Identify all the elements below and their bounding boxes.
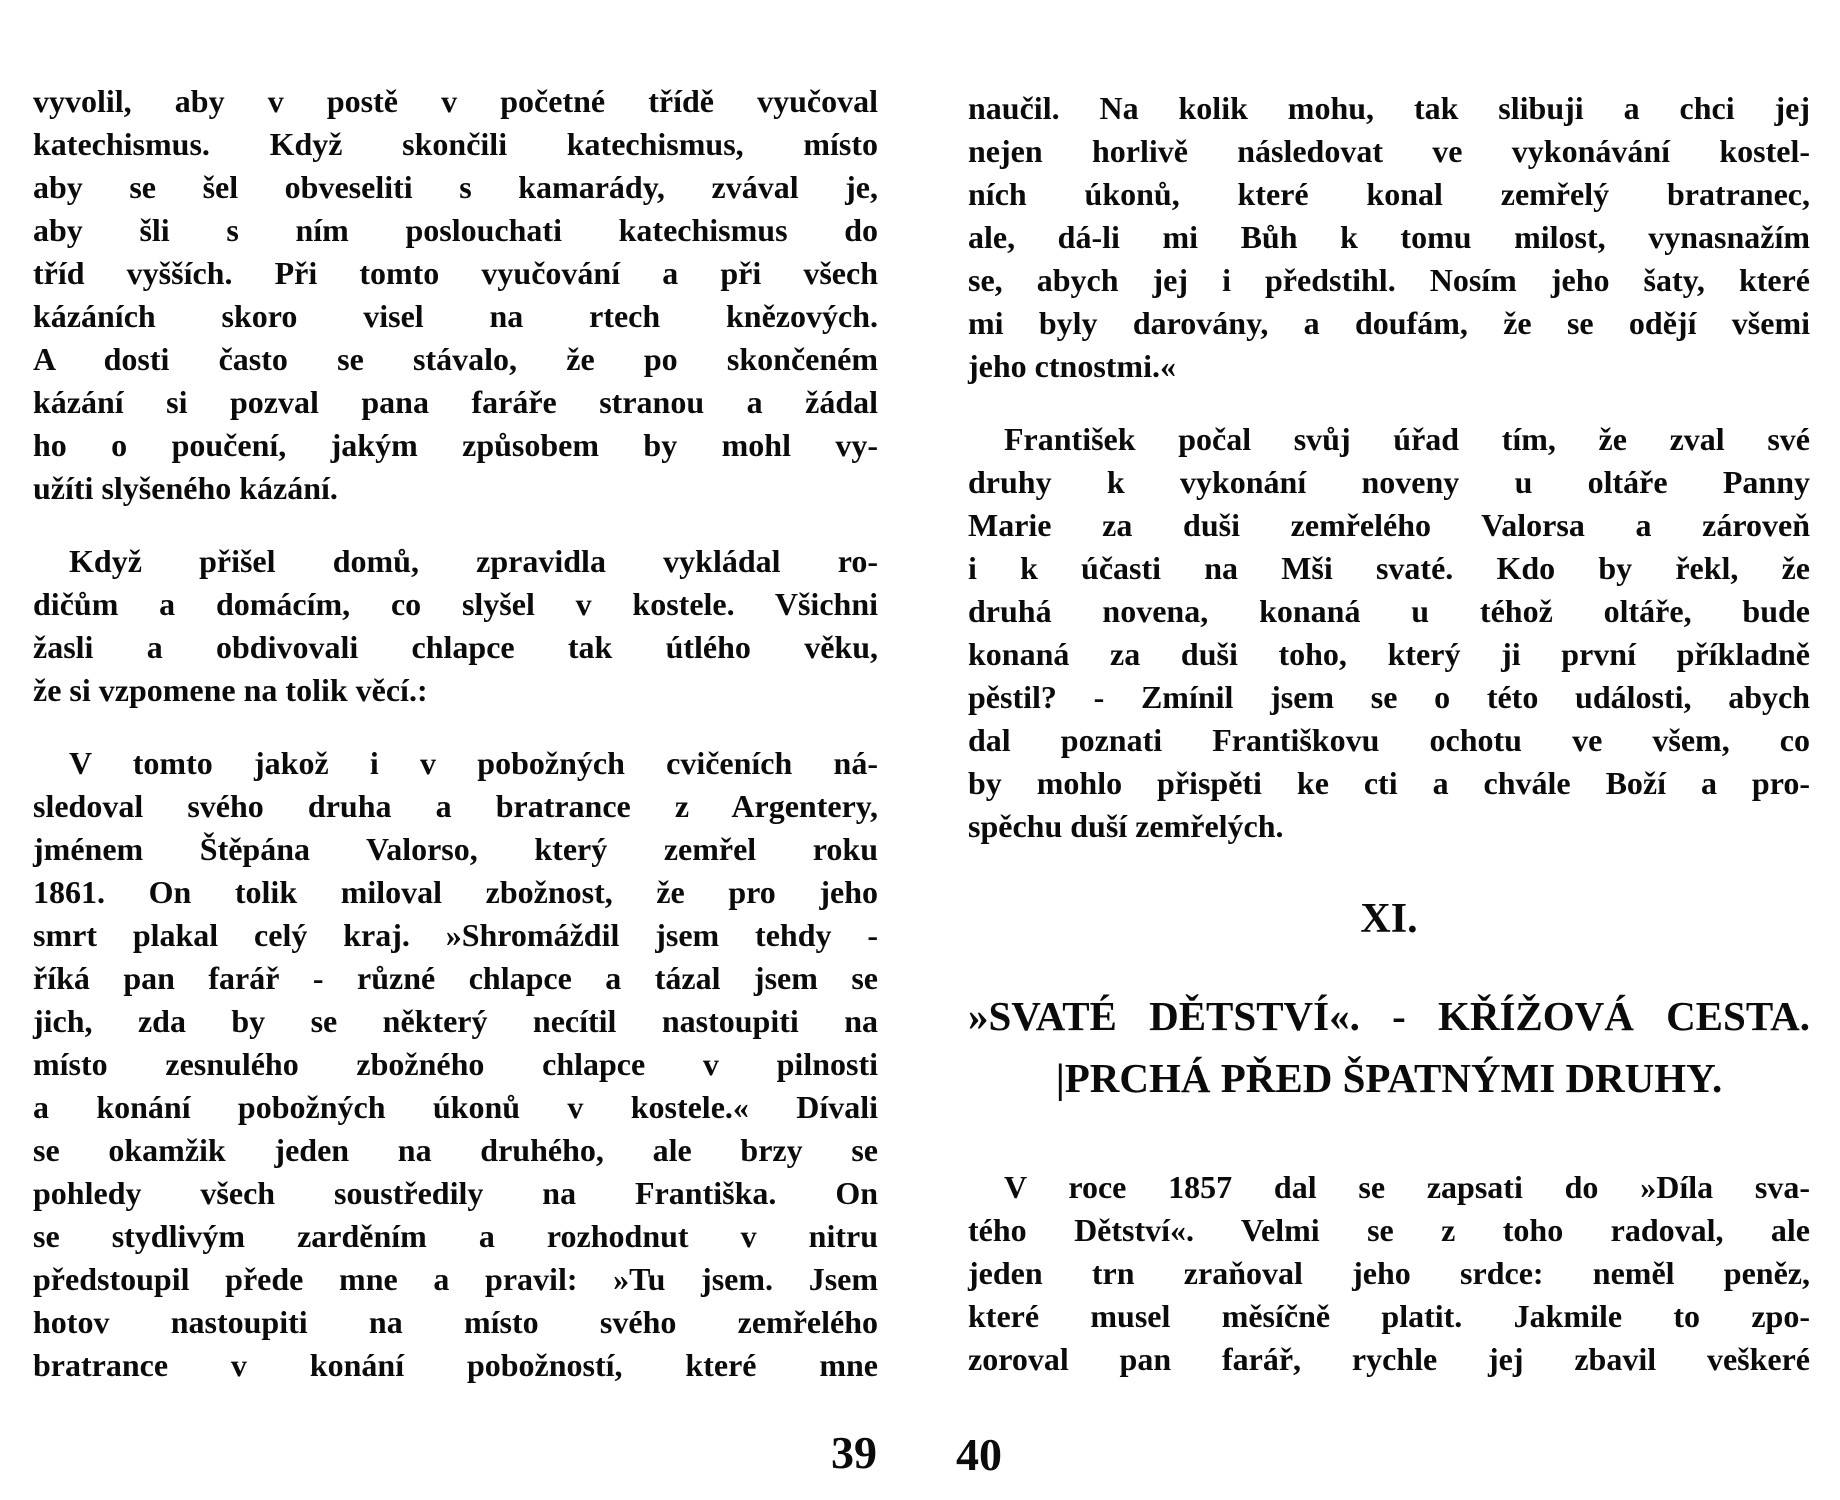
text-line: ních úkonů, které konal zemřelý bratranec, [968, 176, 1810, 212]
text-line: V roce 1857 dal se zapsati do »Díla sva- [1004, 1169, 1810, 1205]
text-line: které musel měsíčně platit. Jakmile to zpo- [968, 1298, 1810, 1334]
text-line: František počal svůj úřad tím, že zval své [1004, 421, 1810, 457]
text-line: 1861. On tolik miloval zbožnost, že pro jeho [33, 874, 878, 910]
text-line: sledoval svého druha a bratrance z Argentery, [33, 788, 878, 824]
text-line: zoroval pan farář, rychle jej zbavil veškeré [968, 1341, 1810, 1377]
text-line: mi byly darovány, a doufám, že se odějí všemi [968, 305, 1810, 341]
chapter-title-line-2: |PRCHÁ PŘED ŠPATNÝMI DRUHY. [1055, 1055, 1723, 1101]
paragraph [968, 418, 1810, 848]
text-line: katechismus. Když skončili katechismus, místo [33, 126, 878, 162]
text-line: pohledy všech soustředily na Františka. On [33, 1175, 878, 1211]
text-line: i k účasti na Mši svaté. Kdo by řekl, že [968, 550, 1810, 586]
text-line: tého Dětství«. Velmi se z toho radoval, ale [968, 1212, 1810, 1248]
page-40-upper-paragraphs [968, 87, 1810, 848]
chapter-title-line-1: »SVATÉ DĚTSTVÍ«. - KŘÍŽOVÁ CESTA. [968, 993, 1810, 1039]
text-line: se okamžik jeden na druhého, ale brzy se [33, 1132, 878, 1168]
text-line: Když přišel domů, zpravidla vykládal ro- [69, 543, 878, 579]
page-number-40: 40 [956, 1429, 1002, 1480]
text-line: předstoupil přede mne a pravil: »Tu jsem. Jsem [33, 1261, 878, 1297]
text-line: se stydlivým zarděním a rozhodnut v nitru [33, 1218, 878, 1254]
text-line: V tomto jakož i v pobožných cvičeních ná- [69, 745, 878, 781]
chapter-number-heading: XI. [1360, 896, 1418, 942]
paragraph [33, 742, 878, 1387]
page-number-39: 39 [831, 1427, 877, 1478]
page-40-lower-paragraphs [968, 1166, 1810, 1381]
paragraph [33, 80, 878, 510]
text-line: říká pan farář - různé chlapce a tázal jsem se [33, 960, 878, 996]
text-line: nejen horlivě následovat ve vykonávání kostel- [968, 133, 1810, 169]
text-line: ho o poučení, jakým způsobem by mohl vy- [33, 427, 878, 463]
paragraph [968, 87, 1810, 388]
text-line: jeden trn zraňoval jeho srdce: neměl peněz, [968, 1255, 1810, 1291]
text-line: jeho ctnostmi.« [968, 348, 1176, 384]
text-line: aby šli s ním poslouchati katechismus do [33, 212, 878, 248]
text-line: konaná za duši toho, který ji první příkladně [968, 636, 1810, 672]
text-line: místo zesnulého zbožného chlapce v pilnosti [33, 1046, 878, 1082]
page-40-text-column [968, 87, 1810, 1381]
paragraph [33, 540, 878, 712]
text-line: tříd vyšších. Při tomto vyučování a při všech [33, 255, 878, 291]
text-line: užíti slyšeného kázání. [33, 470, 338, 506]
text-line: kázáních skoro visel na rtech knězových. [33, 298, 878, 334]
page-39-text-column [33, 80, 878, 1387]
text-line: dičům a domácím, co slyšel v kostele. Všichni [33, 586, 878, 622]
text-line: naučil. Na kolik mohu, tak slibuji a chci jej [968, 90, 1810, 126]
text-line: kázání si pozval pana faráře stranou a žádal [33, 384, 878, 420]
text-line: smrt plakal celý kraj. »Shromáždil jsem tehdy - [33, 917, 878, 953]
text-line: druhy k vykonání noveny u oltáře Panny [968, 464, 1810, 500]
text-line: A dosti často se stávalo, že po skončeném [33, 341, 878, 377]
text-line: a konání pobožných úkonů v kostele.« Dívali [33, 1089, 878, 1125]
text-line: spěchu duší zemřelých. [968, 808, 1284, 844]
text-line: druhá novena, konaná u téhož oltáře, bude [968, 593, 1810, 629]
text-line: žasli a obdivovali chlapce tak útlého věku, [33, 629, 878, 665]
text-line: se, abych jej i předstihl. Nosím jeho šaty, které [968, 262, 1810, 298]
text-line: by mohlo přispěti ke cti a chvále Boží a pro- [968, 765, 1810, 801]
paragraph [968, 1166, 1810, 1381]
text-line: že si vzpomene na tolik věcí.: [33, 672, 428, 708]
text-line: jich, zda by se některý necítil nastoupiti na [33, 1003, 878, 1039]
text-line: dal poznati Františkovu ochotu ve všem, co [968, 722, 1810, 758]
text-line: jménem Štěpána Valorso, který zemřel roku [33, 831, 878, 867]
text-line: bratrance v konání pobožností, které mne [33, 1347, 878, 1383]
text-line: ale, dá-li mi Bůh k tomu milost, vynasnažím [968, 219, 1810, 255]
text-line: vyvolil, aby v postě v početné třídě vyučoval [33, 83, 878, 119]
text-line: Marie za duši zemřelého Valorsa a zároveň [968, 507, 1810, 543]
text-line: pěstil? - Zmínil jsem se o této události, abych [968, 679, 1810, 715]
text-line: hotov nastoupiti na místo svého zemřelého [33, 1304, 878, 1340]
text-line: aby se šel obveseliti s kamarády, zvával je, [33, 169, 878, 205]
